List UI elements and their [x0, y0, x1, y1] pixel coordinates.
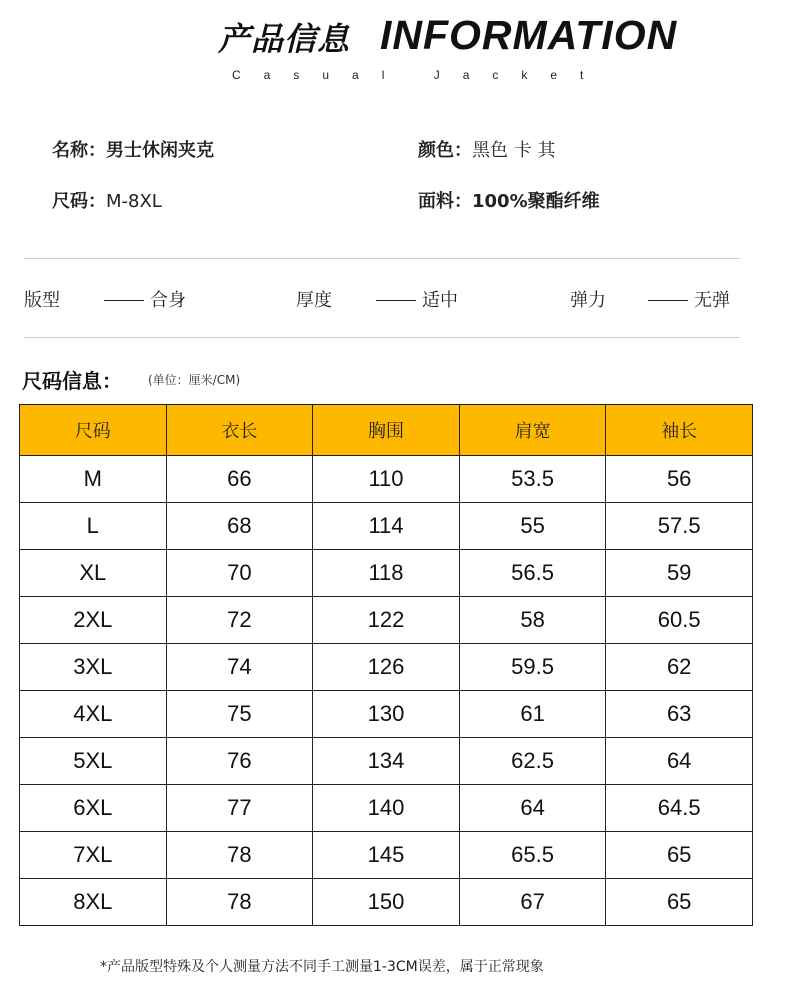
cell-sleeve: 65 — [606, 832, 753, 879]
attr-thickness-value — [376, 286, 458, 312]
cell-size: M — [20, 456, 167, 503]
cell-sleeve: 57.5 — [606, 503, 753, 550]
cell-sleeve: 64 — [606, 738, 753, 785]
table-row — [20, 503, 753, 550]
title-chinese: 产品信息 — [218, 20, 351, 58]
cell-sleeve: 65 — [606, 879, 753, 926]
product-name-label: 名称： — [52, 140, 106, 161]
table-row — [20, 550, 753, 597]
cell-chest: 114 — [313, 503, 460, 550]
table-row — [20, 879, 753, 926]
product-size — [52, 187, 162, 213]
cell-length: 70 — [166, 550, 313, 597]
cell-shoulder: 61 — [459, 691, 606, 738]
cell-length: 75 — [166, 691, 313, 738]
product-name-value: 男士休闲夹克 — [106, 140, 214, 161]
cell-chest: 126 — [313, 644, 460, 691]
table-row — [20, 644, 753, 691]
cell-shoulder: 67 — [459, 879, 606, 926]
table-row — [20, 832, 753, 879]
cell-size: 8XL — [20, 879, 167, 926]
table-row — [20, 456, 753, 503]
cell-size: L — [20, 503, 167, 550]
cell-shoulder: 64 — [459, 785, 606, 832]
cell-size: 2XL — [20, 597, 167, 644]
cell-size: 3XL — [20, 644, 167, 691]
attr-thickness-text: 适中 — [422, 290, 458, 311]
title-english: INFORMATION — [380, 12, 678, 58]
cell-sleeve: 60.5 — [606, 597, 753, 644]
cell-shoulder: 56.5 — [459, 550, 606, 597]
attr-thickness-label: 厚度 — [296, 290, 332, 311]
divider-bottom — [24, 337, 740, 338]
cell-length: 78 — [166, 832, 313, 879]
attr-fit-label: 版型 — [24, 290, 60, 311]
header-chest: 胸围 — [313, 405, 460, 456]
cell-sleeve: 63 — [606, 691, 753, 738]
cell-size: 7XL — [20, 832, 167, 879]
cell-shoulder: 65.5 — [459, 832, 606, 879]
cell-chest: 110 — [313, 456, 460, 503]
cell-chest: 134 — [313, 738, 460, 785]
cell-chest: 150 — [313, 879, 460, 926]
cell-length: 68 — [166, 503, 313, 550]
cell-sleeve: 56 — [606, 456, 753, 503]
cell-length: 66 — [166, 456, 313, 503]
header-sleeve: 袖长 — [606, 405, 753, 456]
cell-length: 77 — [166, 785, 313, 832]
product-size-label: 尺码： — [52, 191, 106, 212]
dash-line — [376, 300, 416, 301]
cell-size: 4XL — [20, 691, 167, 738]
product-fabric — [418, 187, 600, 213]
table-row — [20, 691, 753, 738]
cell-shoulder: 55 — [459, 503, 606, 550]
cell-sleeve: 64.5 — [606, 785, 753, 832]
product-name — [52, 136, 214, 162]
subtitle: Casual Jacket — [232, 68, 607, 82]
cell-length: 74 — [166, 644, 313, 691]
cell-shoulder: 53.5 — [459, 456, 606, 503]
attr-stretch-text: 无弹 — [694, 290, 730, 311]
cell-chest: 140 — [313, 785, 460, 832]
product-color — [418, 136, 555, 162]
cell-size: XL — [20, 550, 167, 597]
cell-chest: 118 — [313, 550, 460, 597]
size-info-unit: (单位：厘米/CM) — [148, 373, 241, 387]
header-size: 尺码 — [20, 405, 167, 456]
table-row — [20, 597, 753, 644]
cell-shoulder: 58 — [459, 597, 606, 644]
divider-top — [24, 258, 740, 259]
dash-line — [104, 300, 144, 301]
attr-stretch-label: 弹力 — [570, 290, 606, 311]
header-shoulder: 肩宽 — [459, 405, 606, 456]
cell-chest: 130 — [313, 691, 460, 738]
table-row — [20, 785, 753, 832]
size-table — [19, 404, 753, 926]
cell-shoulder: 62.5 — [459, 738, 606, 785]
cell-chest: 145 — [313, 832, 460, 879]
cell-sleeve: 59 — [606, 550, 753, 597]
dash-line — [648, 300, 688, 301]
cell-length: 76 — [166, 738, 313, 785]
product-color-value: 黑色 卡 其 — [472, 140, 556, 161]
cell-size: 6XL — [20, 785, 167, 832]
attr-fit-text: 合身 — [150, 290, 186, 311]
size-info-title: 尺码信息： — [22, 369, 122, 393]
footnote: *产品版型特殊及个人测量方法不同手工测量1-3CM误差，属于正常现象 — [100, 959, 544, 975]
product-fabric-value: 100%聚酯纤维 — [472, 191, 600, 212]
attr-stretch-value — [648, 286, 730, 312]
cell-shoulder: 59.5 — [459, 644, 606, 691]
product-fabric-label: 面料： — [418, 191, 472, 212]
attr-fit-value — [104, 286, 186, 312]
product-color-label: 颜色： — [418, 140, 472, 161]
product-size-value: M-8XL — [106, 191, 162, 212]
cell-length: 72 — [166, 597, 313, 644]
cell-length: 78 — [166, 879, 313, 926]
cell-sleeve: 62 — [606, 644, 753, 691]
table-header-row — [20, 405, 753, 456]
cell-chest: 122 — [313, 597, 460, 644]
cell-size: 5XL — [20, 738, 167, 785]
header-length: 衣长 — [166, 405, 313, 456]
table-row — [20, 738, 753, 785]
